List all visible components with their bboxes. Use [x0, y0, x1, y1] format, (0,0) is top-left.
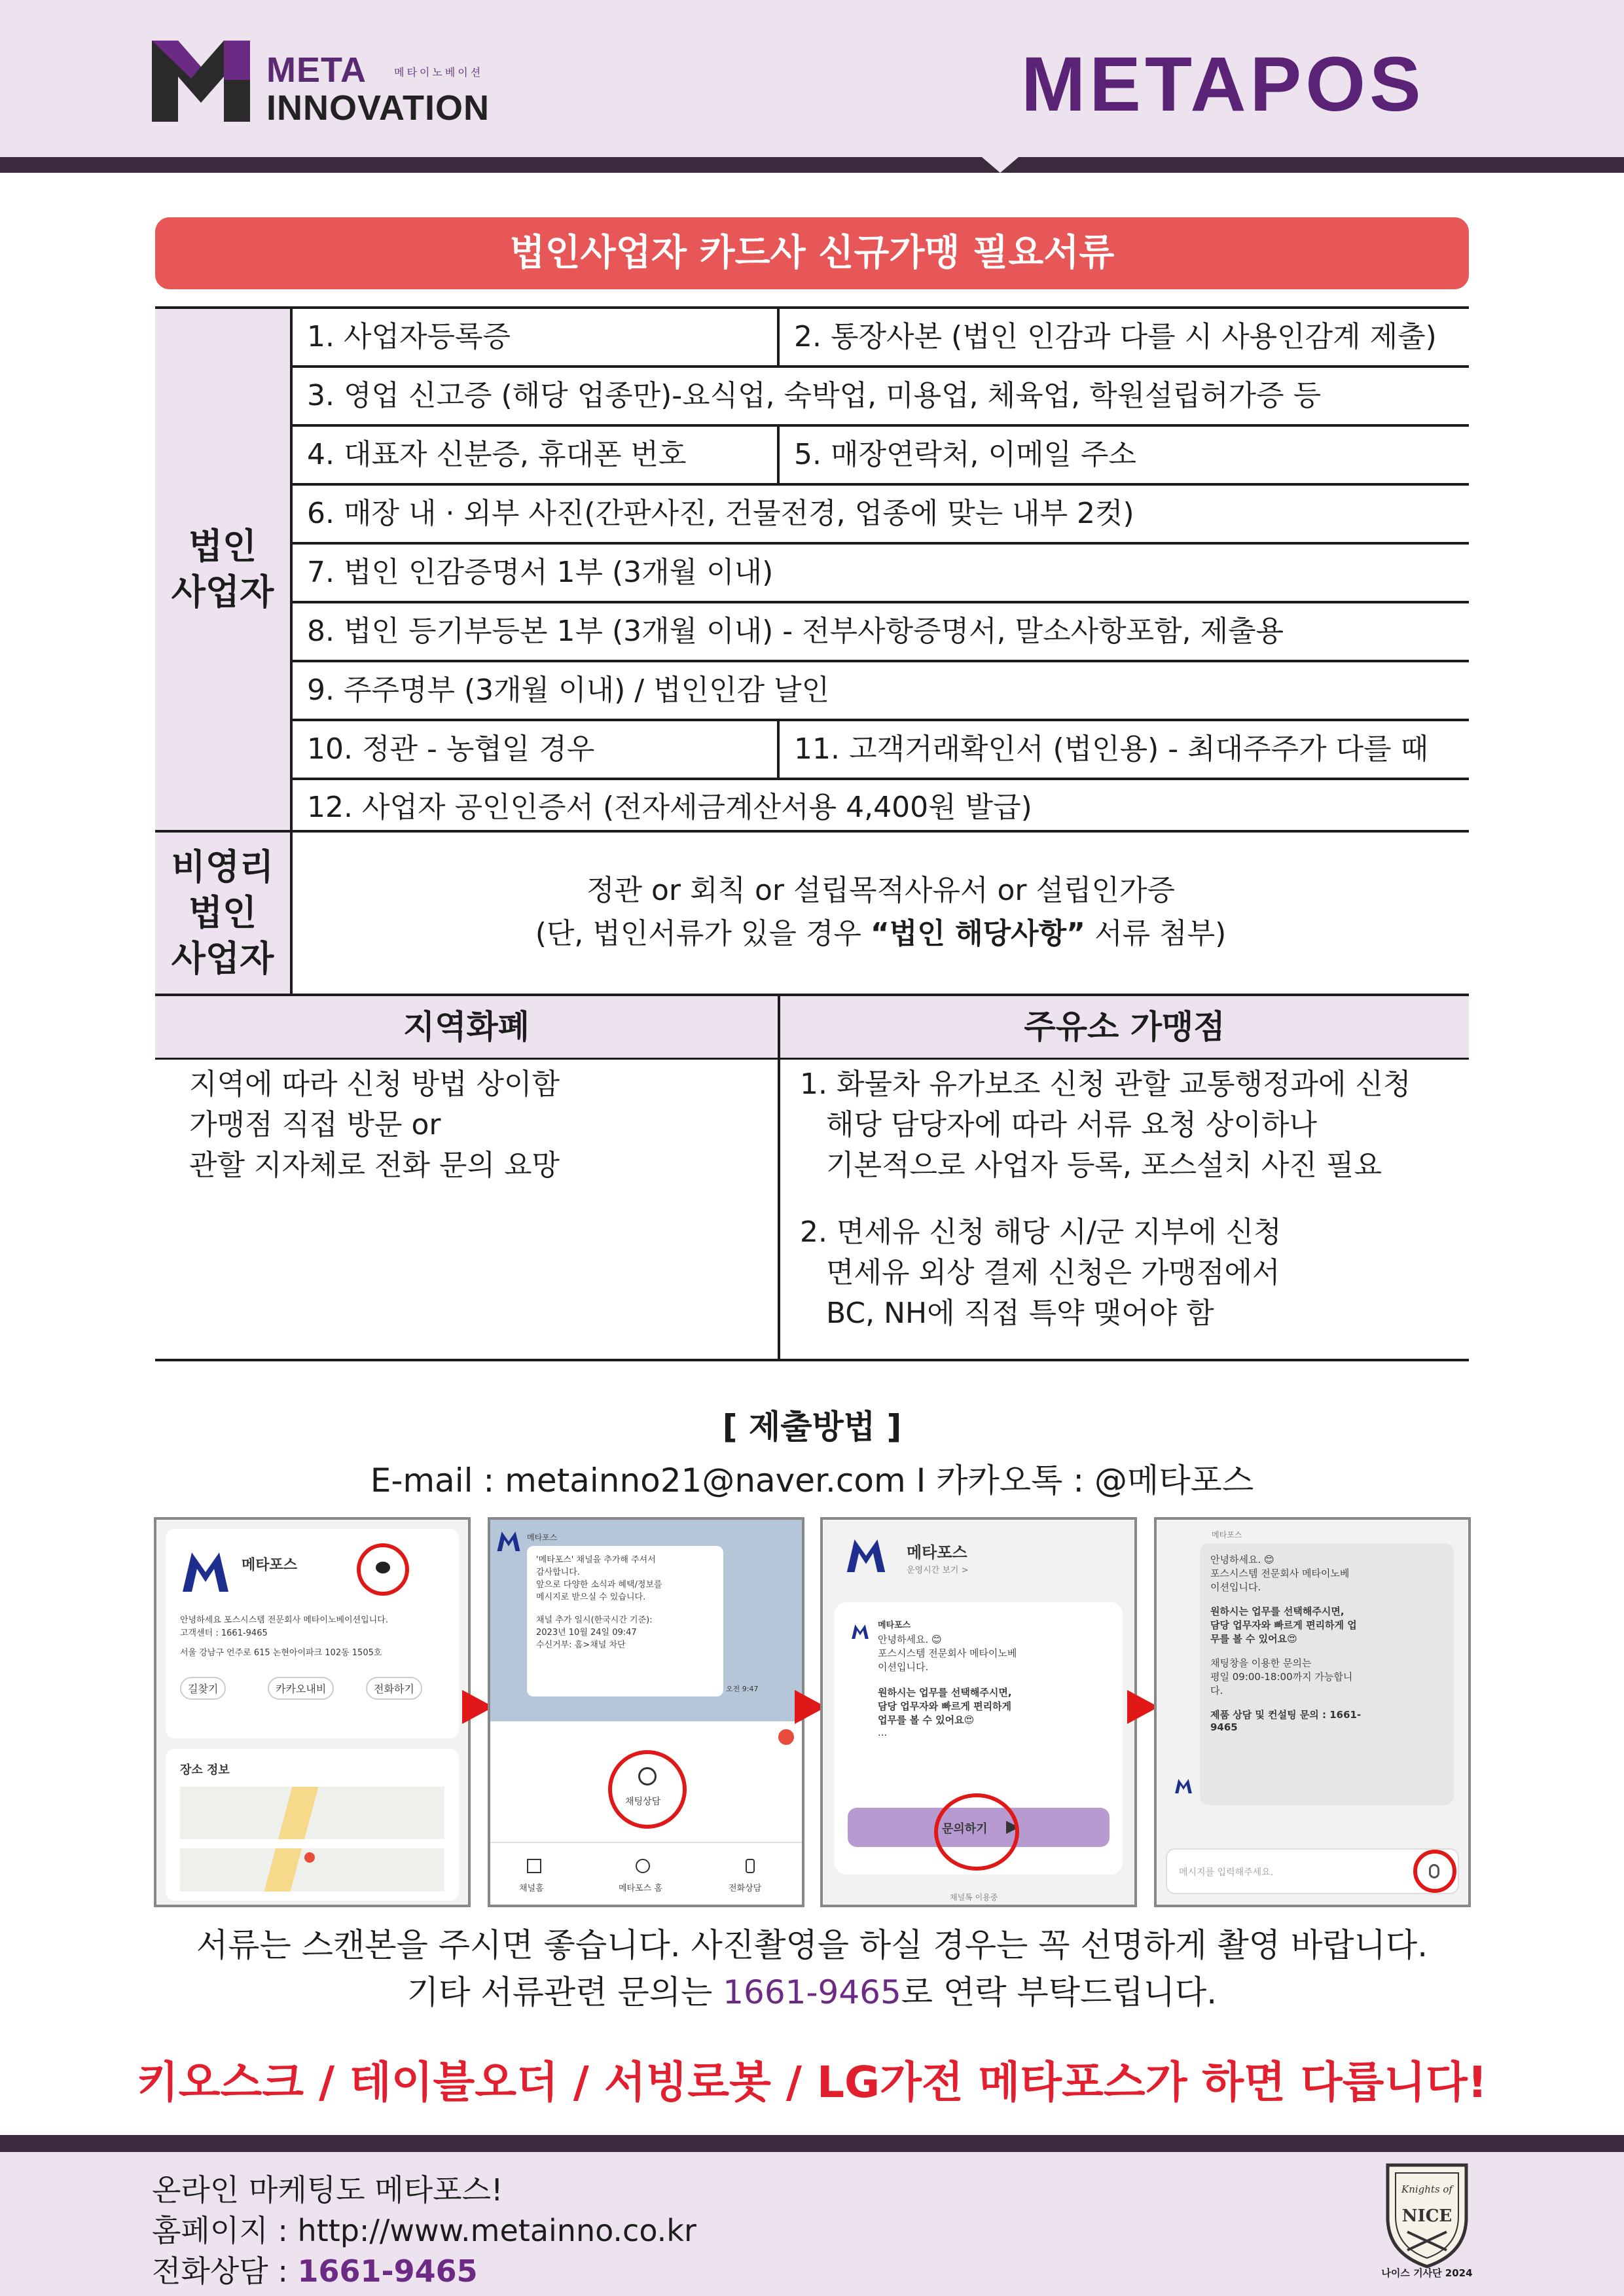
metapos-m-icon: [497, 1532, 520, 1551]
doc-item-3: 3. 영업 신고증 (해당 업종만)-요식업, 숙박업, 미용업, 체육업, 학원설립허가증 등: [307, 379, 1322, 412]
chat-line: 이션입니다.: [1210, 1581, 1261, 1593]
directions-button[interactable]: 길찾기: [180, 1677, 226, 1700]
globe-icon: [636, 1859, 650, 1873]
gas-station-line: 1. 화물차 유가보조 신청 관할 교통행정과에 신청: [800, 1067, 1411, 1101]
page-header: [0, 0, 1624, 157]
doc-item-7: 7. 법인 인감증명서 1부 (3개월 이내): [307, 556, 774, 589]
chat-bubble-icon[interactable]: [376, 1562, 390, 1573]
chat-line: 무를 볼 수 있어요😍: [1210, 1633, 1297, 1645]
badge-caption: 나이스 기사단 2024: [1381, 2267, 1473, 2279]
spacer: [1210, 1594, 1443, 1604]
gas-station-line: BC, NH에 직접 특약 맺어야 함: [826, 1297, 1214, 1330]
chat-line: '메타포스' 채널을 추가해 주셔서: [536, 1555, 656, 1565]
local-currency-header: 지역화폐: [155, 996, 778, 1058]
chat-line: 원하시는 업무를 선택해주시면,: [878, 1687, 1012, 1698]
channel-name: 메타포스: [242, 1557, 298, 1573]
corporate-label: [155, 309, 293, 830]
tab-phone-consult[interactable]: 전화상담: [729, 1884, 762, 1893]
nonprofit-line-1: 정관 or 회칙 or 설립목적사유서 or 설립인가증: [586, 874, 1175, 907]
footer-homepage: 홈페이지 : http://www.metainno.co.kr: [152, 2213, 696, 2248]
chat-line: 채널 추가 일시(한국시간 기준):: [536, 1615, 653, 1625]
footer-divider: [0, 2135, 1624, 2152]
gas-station-line: 기본적으로 사업자 등록, 포스설치 사진 필요: [826, 1149, 1382, 1182]
doc-item-2: 2. 통장사본 (법인 인감과 다를 시 사용인감계 제출): [794, 320, 1437, 353]
doc-item-6: 6. 매장 내 · 외부 사진(간판사진, 건물전경, 업종에 맞는 내부 2컷): [307, 497, 1134, 530]
chat-sender: 메타포스: [527, 1533, 558, 1542]
gas-station-text: [800, 1064, 1411, 1334]
doc-item-12: 12. 사업자 공인인증서 (전자세금계산서용 4,400원 발급): [307, 791, 1032, 824]
channel-address: 서울 강남구 언주로 615 논현아이파크 102동 1505호: [180, 1648, 382, 1658]
meta-innovation-logo: [152, 41, 545, 126]
nonprofit-label: [155, 833, 293, 994]
gas-station-header: 주유소 가맹점: [780, 996, 1469, 1058]
table-row: [293, 368, 1469, 427]
chat-line: 안녕하세요. 😊: [1210, 1554, 1274, 1566]
nonprofit-note-pre: (단, 법인서류가 있을 경우: [535, 917, 871, 950]
notification-badge: [778, 1729, 794, 1745]
inquiry-note-pre: 기타 서류관련 문의는: [406, 1973, 723, 2011]
chat-line: 채팅창을 이용한 문의는: [1210, 1657, 1312, 1669]
chat-consult-label[interactable]: 채팅상담: [625, 1797, 661, 1807]
nonprofit-line-2: [293, 912, 1469, 956]
table-row: [293, 662, 1469, 721]
footer-phone-label: 전화상담 :: [152, 2253, 298, 2289]
metapos-m-icon: [1175, 1779, 1192, 1793]
table-row: [293, 780, 1469, 833]
doc-item-8: 8. 법인 등기부등본 1부 (3개월 이내) - 전부사항증명서, 말소사항포함, 제출용: [307, 615, 1284, 648]
chat-line: 메시지로 받으실 수 있습니다.: [536, 1592, 646, 1602]
kakaonavi-button[interactable]: 카카오내비: [268, 1677, 334, 1700]
channel-talk-footer: 채널톡 이용중: [950, 1893, 998, 1902]
table-row: [293, 427, 1469, 486]
inquiry-note-post: 로 연락 부탁드립니다.: [901, 1973, 1218, 2011]
kakao-screenshot-1: [154, 1517, 471, 1907]
inquiry-button-label[interactable]: 문의하기: [942, 1822, 988, 1836]
doc-item-9: 9. 주주명부 (3개월 이내) / 법인인감 날인: [307, 673, 830, 707]
knights-badge-icon: [1381, 2159, 1473, 2270]
chat-line: 포스시스템 전문회사 메타이노베: [1210, 1568, 1350, 1579]
submission-contact: E-mail : metainno21@naver.com I 카카오톡 : @메타포스: [370, 1462, 1254, 1499]
header-notch: [982, 157, 1019, 173]
map-pin-icon: [304, 1852, 315, 1863]
headset-icon[interactable]: [638, 1767, 657, 1785]
chat-line: 이션입니다.: [878, 1661, 929, 1673]
footer-phone-line: [152, 2248, 478, 2291]
chat-line: 2023년 10월 24일 09:47: [536, 1628, 637, 1638]
chat-sender: 메타포스: [878, 1621, 911, 1630]
chat-line: 원하시는 업무를 선택해주시면,: [1210, 1605, 1344, 1617]
metapos-logo: METAPOS: [1021, 41, 1425, 128]
chat-line: 안녕하세요. 😊: [878, 1634, 942, 1645]
metapos-m-icon: [852, 1624, 869, 1639]
local-currency-line: 지역에 따라 신청 방법 상이함: [189, 1067, 560, 1101]
nonprofit-note-bold: “법인 해당사항”: [870, 917, 1086, 950]
logo-korean-text: 메타이노베이션: [394, 66, 484, 79]
map-road: [180, 1839, 444, 1848]
chat-line: 감사합니다.: [536, 1568, 580, 1577]
chat-message: [1200, 1543, 1454, 1805]
chat-line: 담당 업무자와 빠르게 편리하게: [878, 1700, 1012, 1712]
spacer: [878, 1674, 1017, 1685]
inquiry-highlight-circle: [934, 1793, 1019, 1871]
channel-desc: 안녕하세요 포스시스템 전문회사 메타이노베이션입니다.: [180, 1615, 388, 1625]
kakao-screenshot-4: [1154, 1517, 1471, 1907]
meta-m-logo-icon: [152, 41, 250, 122]
doc-item-4: 4. 대표자 신분증, 휴대폰 번호: [307, 438, 687, 471]
chat-line: 수신거부: 홈>채널 차단: [536, 1640, 626, 1650]
nonprofit-documents: [293, 869, 1469, 956]
tab-channel-home[interactable]: 채널홈: [519, 1884, 544, 1893]
logo-innovation-text: INNOVATION: [266, 88, 490, 128]
table-row: [293, 309, 1469, 368]
footer-marketing: 온라인 마케팅도 메타포스!: [152, 2172, 503, 2208]
spacer: [536, 1602, 714, 1613]
hours-link[interactable]: 운영시간 보기 >: [907, 1566, 969, 1575]
chat-line: 담당 업무자와 빠르게 편리하게 업: [1210, 1619, 1357, 1631]
gas-station-line: 해당 담당자에 따라 서류 요청 상이하나: [826, 1108, 1317, 1141]
doc-item-11: 11. 고객거래확인서 (법인용) - 최대주주가 다를 때: [794, 732, 1429, 766]
badge-top-text: Knights of: [1401, 2183, 1453, 2195]
local-currency-line: 관할 지자체로 전화 문의 요망: [189, 1149, 560, 1182]
table-row: [293, 603, 1469, 662]
gas-station-line: 면세유 외상 결제 신청은 가맹점에서: [826, 1256, 1280, 1289]
chat-consult-highlight-circle: [608, 1750, 687, 1829]
submission-title: [ 제출방법 ]: [722, 1408, 902, 1446]
spacer: [1210, 1645, 1443, 1656]
phone-icon: [746, 1859, 755, 1873]
chat-message: [527, 1546, 723, 1696]
chat-line: 제품 상담 및 컨설팅 문의 : 1661-: [1210, 1709, 1362, 1721]
divider: [490, 1842, 802, 1843]
message-input-placeholder: 메시지를 입력해주세요.: [1179, 1867, 1274, 1878]
chat-line: 포스시스템 전문회사 메타이노베: [878, 1647, 1017, 1659]
inquiry-note: [0, 1966, 1624, 2013]
header-divider: [0, 157, 1624, 173]
scan-note: 서류는 스캔본을 주시면 좋습니다. 사진촬영을 하실 경우는 꼭 선명하게 촬영 바랍니다.: [196, 1926, 1428, 1964]
logo-meta-text: META: [266, 50, 367, 90]
spacer: [800, 1186, 1411, 1212]
chat-line: 평일 09:00-18:00까지 가능합니: [1210, 1671, 1353, 1683]
doc-item-5: 5. 매장연락처, 이메일 주소: [794, 438, 1136, 471]
chat-line: 9465: [1210, 1721, 1238, 1733]
chat-sender: 메타포스: [1212, 1530, 1242, 1539]
metapos-m-icon: [183, 1552, 228, 1592]
inquiry-phone: 1661-9465: [723, 1973, 901, 2011]
kakao-screenshot-3: [820, 1517, 1137, 1907]
channel-name: 메타포스: [907, 1543, 967, 1562]
chat-time: 오전 9:47: [726, 1685, 759, 1693]
attachment-icon[interactable]: [1429, 1864, 1439, 1878]
place-info-title: 장소 정보: [180, 1763, 230, 1777]
channel-desc: 고객센터 : 1661-9465: [180, 1628, 268, 1638]
kakao-screenshot-2: [488, 1517, 804, 1907]
chat-line: 앞으로 다양한 소식과 혜택/정보를: [536, 1580, 662, 1590]
badge-mid-text: NICE: [1401, 2206, 1453, 2226]
tab-metapos-home[interactable]: 메타포스 홈: [619, 1884, 662, 1893]
documents-table: [155, 306, 1469, 1361]
chat-message: [878, 1632, 1017, 1738]
map-thumbnail: [180, 1787, 444, 1892]
chat-line: 업무를 볼 수 있어요😍: [878, 1714, 975, 1726]
doc-item-10: 10. 정관 - 농협일 경우: [307, 732, 595, 766]
section-divider: [155, 830, 1469, 833]
gas-station-line: 2. 면세유 신청 해당 시/군 지부에 신청: [800, 1215, 1282, 1249]
table-row: [293, 486, 1469, 545]
nonprofit-label-text: 비영리 법인 사업자: [171, 846, 274, 980]
local-currency-line: 가맹점 직접 방문 or: [189, 1108, 441, 1141]
slogan: 키오스크 / 테이블오더 / 서빙로봇 / LG가전 메타포스가 하면 다릅니다!: [136, 2057, 1488, 2108]
page-title: 법인사업자 카드사 신규가맹 필요서류: [155, 217, 1469, 289]
table-row: [293, 721, 1469, 780]
call-button[interactable]: 전화하기: [366, 1677, 422, 1700]
home-icon: [527, 1859, 541, 1873]
spacer: [1210, 1697, 1443, 1708]
corporate-label-text: 법인 사업자: [171, 525, 274, 613]
table-bottom-border: [155, 1359, 1469, 1361]
table-row: [293, 545, 1469, 603]
chat-line: ...: [878, 1727, 888, 1738]
local-currency-text: [189, 1064, 560, 1186]
doc-item-1: 1. 사업자등록증: [307, 320, 511, 353]
subheader-divider: [155, 1058, 1469, 1060]
metapos-m-icon: [846, 1539, 886, 1572]
footer-phone-number: 1661-9465: [297, 2253, 478, 2289]
nonprofit-note-post: 서류 첨부): [1085, 917, 1227, 950]
chat-line: 다.: [1210, 1685, 1223, 1696]
